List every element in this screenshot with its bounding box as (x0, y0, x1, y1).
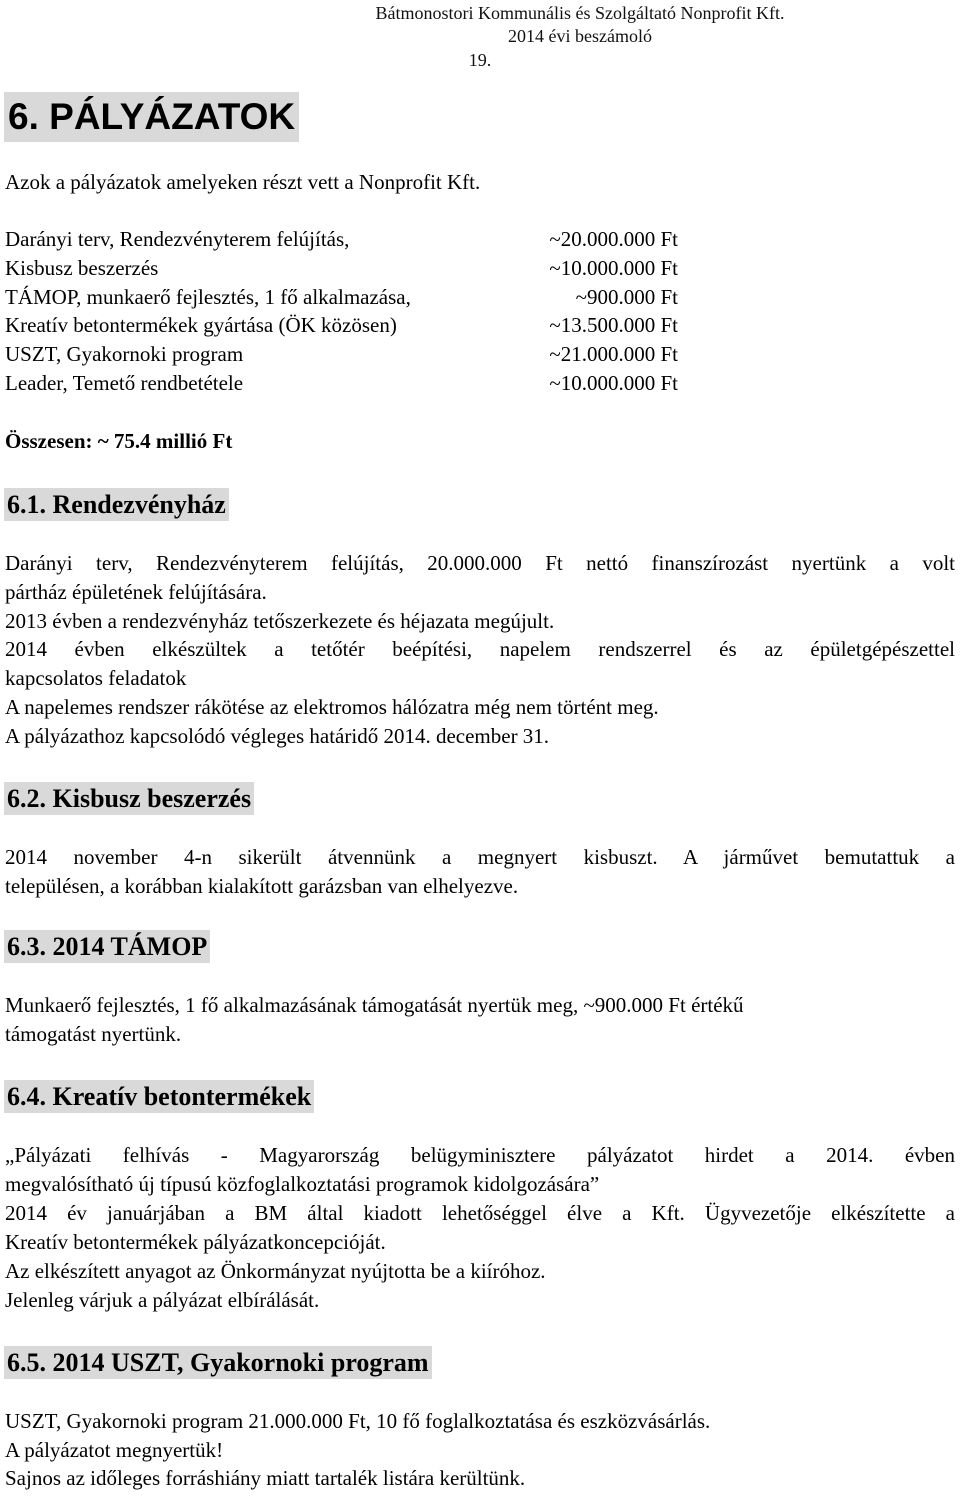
paragraph-line: kapcsolatos feladatok (5, 666, 187, 690)
paragraph-line: megvalósítható új típusú közfoglalkoztatási programok kidolgozására” (5, 1172, 600, 1196)
grant-amount: ~900.000 Ft (575, 285, 678, 309)
grant-amount: ~21.000.000 Ft (549, 342, 678, 366)
paragraph-line: USZT, Gyakornoki program 21.000.000 Ft, 10 fő foglalkoztatása és eszközvásárlás. (5, 1409, 711, 1433)
header-report: 2014 évi beszámoló (508, 26, 652, 46)
paragraph-line: Az elkészített anyagot az Önkormányzat nyújtotta be a kiíróhoz. (5, 1259, 546, 1283)
paragraph-line: Kreatív betontermékek pályázatkoncepcióját. (5, 1230, 386, 1254)
grant-amount: ~20.000.000 Ft (549, 227, 678, 251)
paragraph-line: településen, a korábban kialakított garázsban van elhelyezve. (5, 874, 519, 898)
grant-name: TÁMOP, munkaerő fejlesztés, 1 fő alkalmazása, (5, 285, 411, 309)
paragraph-line: A pályázatot megnyertük! (5, 1438, 224, 1462)
paragraph-line: pártház épületének felújítására. (5, 580, 267, 604)
paragraph-line: 2014 év januárjában a BM által kiadott lehetőséggel élve a Kft. Ügyvezetője elkészítette a (5, 1201, 955, 1225)
paragraph-line: 2014 évben elkészültek a tetőtér beépítési, napelem rendszerrel és az épületgépészettel (5, 637, 955, 661)
paragraph-line: A pályázathoz kapcsolódó végleges határidő 2014. december 31. (5, 724, 550, 748)
paragraph-line: Sajnos az időleges forráshiány miatt tartalék listára kerültünk. (5, 1466, 526, 1490)
paragraph-line: támogatást nyertünk. (5, 1022, 182, 1046)
grant-amount: ~13.500.000 Ft (549, 313, 678, 337)
paragraph-line: A napelemes rendszer rákötése az elektromos hálózatra még nem történt meg. (5, 695, 659, 719)
subsection-title: 6.1. Rendezvényház (4, 488, 229, 521)
paragraph-line: „Pályázati felhívás - Magyarország belügyminisztere pályázatot hirdet a 2014. évben (5, 1143, 955, 1167)
page-number: 19. (468, 50, 492, 70)
grant-name: Kreatív betontermékek gyártása (ÖK közösen) (5, 313, 397, 337)
grant-name: Darányi terv, Rendezvényterem felújítás, (5, 227, 350, 251)
grant-name: Leader, Temető rendbetétele (5, 371, 244, 395)
grants-total: Összesen: ~ 75.4 millió Ft (5, 429, 233, 453)
paragraph-line: Munkaerő fejlesztés, 1 fő alkalmazásának támogatását nyertük meg, ~900.000 Ft értékű (5, 993, 744, 1017)
paragraph-line: 2013 évben a rendezvényház tetőszerkezete és héjazata megújult. (5, 609, 555, 633)
subsection-title: 6.2. Kisbusz beszerzés (4, 782, 254, 815)
section-intro: Azok a pályázatok amelyeken részt vett a Nonprofit Kft. (5, 170, 481, 194)
grant-name: USZT, Gyakornoki program (5, 342, 244, 366)
grant-amount: ~10.000.000 Ft (549, 371, 678, 395)
section-title: 6. PÁLYÁZATOK (4, 92, 299, 142)
grant-name: Kisbusz beszerzés (5, 256, 159, 280)
subsection-title: 6.3. 2014 TÁMOP (4, 930, 210, 963)
paragraph-line: 2014 november 4-n sikerült átvennünk a megnyert kisbuszt. A járművet bemutattuk a (5, 845, 955, 869)
paragraph-line: Jelenleg várjuk a pályázat elbírálását. (5, 1288, 320, 1312)
subsection-title: 6.4. Kreatív betontermékek (4, 1080, 314, 1113)
paragraph-line: Darányi terv, Rendezvényterem felújítás, 20.000.000 Ft nettó finanszírozást nyertünk a volt (5, 551, 955, 575)
header-company: Bátmonostori Kommunális és Szolgáltató Nonprofit Kft. (375, 3, 785, 23)
subsection-title: 6.5. 2014 USZT, Gyakornoki program (4, 1346, 432, 1379)
grant-amount: ~10.000.000 Ft (549, 256, 678, 280)
